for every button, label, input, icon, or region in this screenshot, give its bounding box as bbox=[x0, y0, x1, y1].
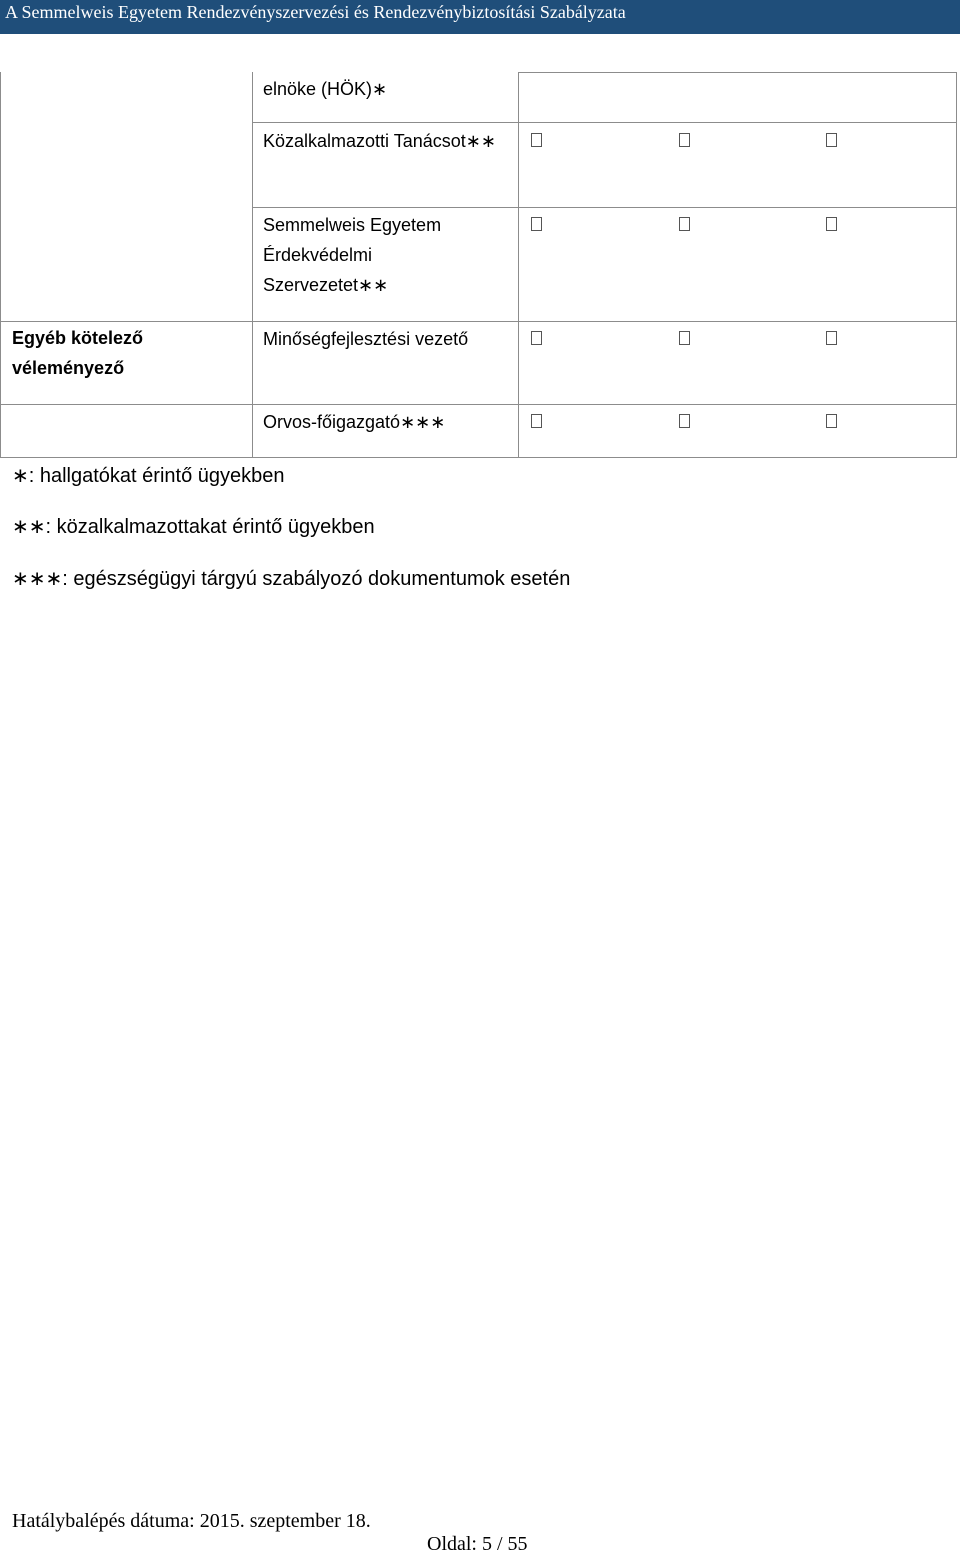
table-rule bbox=[956, 72, 957, 458]
table-rule bbox=[252, 72, 253, 458]
checkbox[interactable] bbox=[679, 414, 690, 428]
table-rule bbox=[518, 72, 519, 458]
page-number: Oldal: 5 / 55 bbox=[427, 1533, 528, 1555]
checkbox[interactable] bbox=[826, 414, 837, 428]
table-rule bbox=[253, 207, 956, 208]
table-rule bbox=[0, 457, 956, 458]
row-label-kozalkalmazotti: Közalkalmazotti Tanácsot∗∗ bbox=[263, 131, 496, 151]
table-rule bbox=[519, 72, 956, 73]
checkbox[interactable] bbox=[679, 331, 690, 345]
checkbox[interactable] bbox=[531, 133, 542, 147]
checkbox[interactable] bbox=[826, 133, 837, 147]
row-label-orvos-foigazgato: Orvos-főigazgató∗∗∗ bbox=[263, 412, 446, 432]
table-rule bbox=[253, 122, 956, 123]
footnote-2: ∗∗: közalkalmazottakat érintő ügyekben bbox=[12, 516, 375, 538]
checkbox[interactable] bbox=[826, 331, 837, 345]
checkbox[interactable] bbox=[679, 133, 690, 147]
opinion-table bbox=[0, 0, 960, 600]
table-rule bbox=[0, 72, 1, 458]
row-label-erdekvedelmi: Semmelweis Egyetem Érdekvédelmi Szervezetet∗∗ bbox=[263, 215, 442, 295]
group-label: Egyéb kötelező véleményező bbox=[12, 328, 144, 378]
checkbox[interactable] bbox=[531, 414, 542, 428]
row-label-minosegfejlesztesi: Minőségfejlesztési vezető bbox=[263, 329, 469, 349]
footnote-1: ∗: hallgatókat érintő ügyekben bbox=[12, 465, 285, 487]
table-rule bbox=[0, 404, 956, 405]
table-rule bbox=[0, 321, 956, 322]
checkbox[interactable] bbox=[531, 331, 542, 345]
checkbox[interactable] bbox=[826, 217, 837, 231]
checkbox[interactable] bbox=[679, 217, 690, 231]
footnote-3: ∗∗∗: egészségügyi tárgyú szabályozó dokumentumok esetén bbox=[12, 568, 571, 590]
effective-date: Hatálybalépés dátuma: 2015. szeptember 18. bbox=[12, 1510, 371, 1532]
document-title: A Semmelweis Egyetem Rendezvényszervezési és Rendezvénybiztosítási Szabályzata bbox=[5, 2, 626, 22]
row-label-hok: elnöke (HÖK)∗ bbox=[263, 79, 388, 99]
checkbox[interactable] bbox=[531, 217, 542, 231]
